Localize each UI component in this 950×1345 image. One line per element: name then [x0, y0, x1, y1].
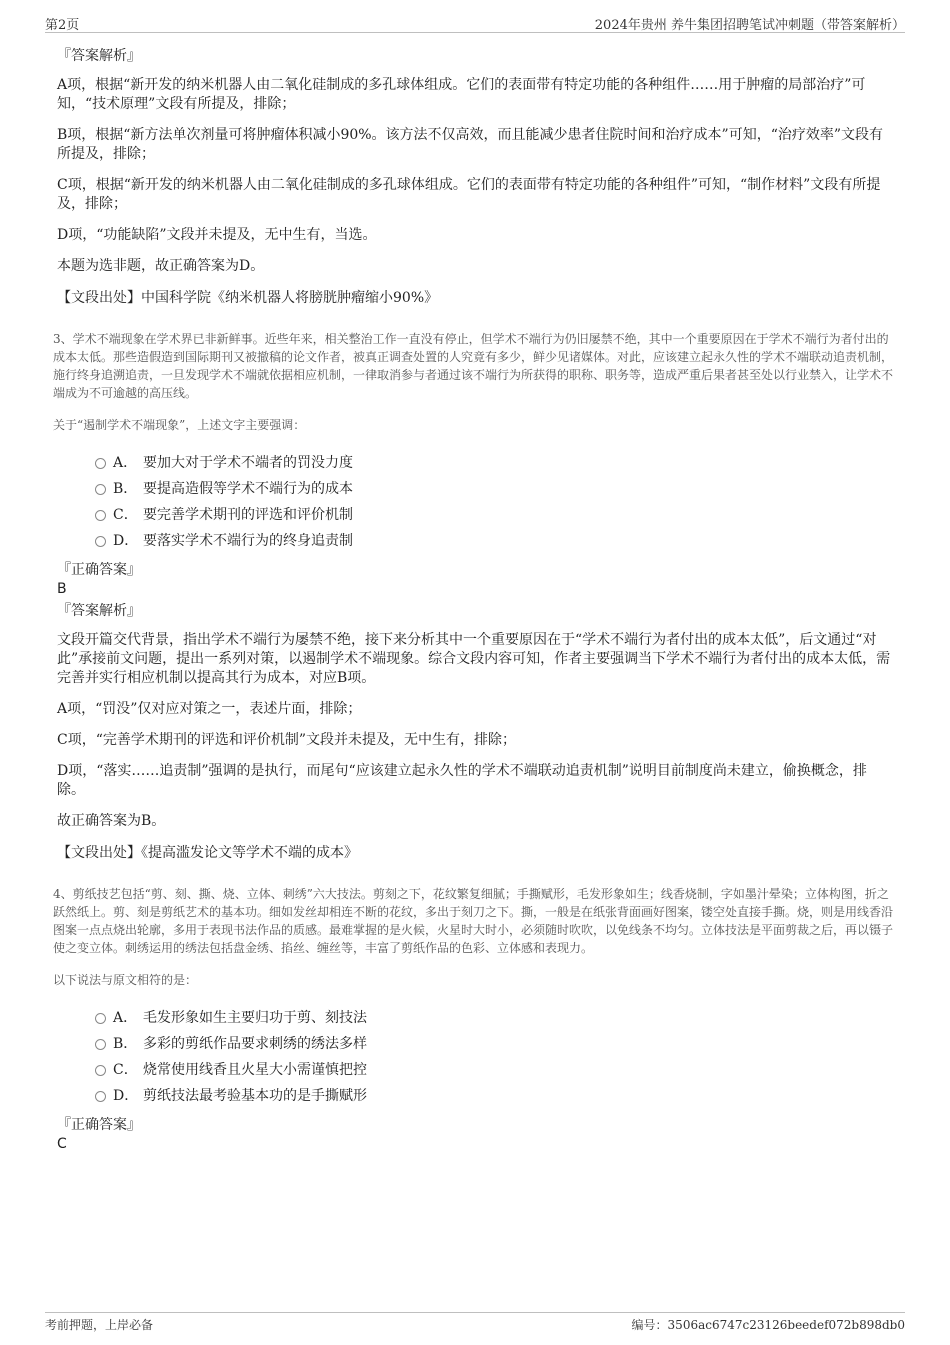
q4-answer: C	[57, 1136, 67, 1152]
q3-prompt: 关于“遏制学术不端现象”，上述文字主要强调：	[53, 418, 306, 432]
option-letter: D．	[113, 533, 139, 549]
radio-icon[interactable]	[95, 1065, 106, 1076]
q3-analysis-label: 『答案解析』	[57, 603, 141, 619]
option-text: 毛发形象如生主要归功于剪、刻技法	[143, 1010, 367, 1026]
option-letter: C．	[113, 507, 138, 523]
page-footer	[45, 1312, 905, 1333]
option-text: 要落实学术不端行为的终身追责制	[143, 533, 353, 549]
q2-analysis-label: 『答案解析』	[57, 48, 141, 64]
q4-answer-label: 『正确答案』	[57, 1117, 141, 1133]
radio-icon[interactable]	[95, 484, 106, 495]
page-header	[45, 14, 905, 33]
q2-analysis-paragraph: B项，根据“新方法单次剂量可将肿瘤体积减小90%。该方法不仅高效，而且能减少患者住院时间和治疗成本”可知，“治疗效率”文段有所提及，排除；	[57, 127, 884, 162]
q4-option-a[interactable]	[95, 1005, 893, 1031]
q4-question-text: 4、剪纸技艺包括“剪、刻、撕、烧、立体、刺绣”六大技法。剪刻之下，花纹繁复细腻；手撕赋形，毛发形象如生；线香烧制，字如墨汁晕染；立体构图，折之跃然纸上。剪、刻是剪纸艺术的基本功。细如发丝却相连不断的花纹，多出于刻刀之下。撕，一般是在纸张背面画好图案，镂空处直接手撕。烧，则是用线香沿图案一点点烧出轮廓，多用于表现书法作品的质感。最难掌握的是火候，火星时大时小，必须随时吹吹，以免线条不均匀。立体技法是平面剪裁之后，再以镊子使之变立体。刺绣运用的绣法包括盘金绣、掐丝、缠丝等，丰富了剪纸作品的色彩、立体感和表现力。	[53, 887, 894, 955]
radio-icon[interactable]	[95, 1013, 106, 1024]
q3-option-b[interactable]	[95, 476, 893, 502]
page-content	[53, 46, 894, 1156]
option-text: 剪纸技法最考验基本功的是手撕赋形	[143, 1088, 367, 1104]
option-letter: C．	[113, 1062, 138, 1078]
option-text: 要提高造假等学术不端行为的成本	[143, 481, 353, 497]
q2-analysis-paragraph: D项，“功能缺陷”文段并未提及，无中生有，当选。	[57, 227, 377, 243]
page-number: 第2页	[45, 18, 80, 33]
option-letter: B．	[113, 481, 138, 497]
q3-analysis-paragraph: 文段开篇交代背景，指出学术不端行为屡禁不绝，接下来分析其中一个重要原因在于“学术不端行为者付出的成本太低”，后文通过“对此”承接前文问题，提出一系列对策，以遏制学术不端现象。综合文段内容可知，作者主要强调当下学术不端行为者付出的成本太低，需完善并实行相应机制以提高其行为成本，对应B项。	[57, 632, 891, 686]
q4-option-b[interactable]	[95, 1031, 893, 1057]
q3-analysis-paragraph: C项，“完善学术期刊的评选和评价机制”文段并未提及，无中生有，排除；	[57, 732, 517, 748]
q3-source: 【文段出处】《提高滥发论文等学术不端的成本》	[57, 845, 358, 861]
option-text: 多彩的剪纸作品要求刺绣的绣法多样	[143, 1036, 367, 1052]
option-text: 要完善学术期刊的评选和评价机制	[143, 507, 353, 523]
option-letter: B．	[113, 1036, 138, 1052]
q4-option-d[interactable]	[95, 1083, 893, 1109]
q3-answer: B	[57, 581, 67, 597]
q3-question-text: 3、学术不端现象在学术界已非新鲜事。近些年来，相关整治工作一直没有停止，但学术不端行为仍旧屡禁不绝，其中一个重要原因在于学术不端行为者付出的成本太低。那些造假造到国际期刊又被撤稿的论文作者，被真正调查处置的人究竟有多少，鲜少见诸媒体。对此，应该建立起永久性的学术不端联动追责机制，施行终身追溯追责，一旦发现学术不端就依据相应机制，一律取消参与者通过该不端行为所获得的职称、职务等，造成严重后果者甚至处以行业禁入，让学术不端成为不可逾越的高压线。	[53, 332, 894, 400]
q4-prompt: 以下说法与原文相符的是：	[53, 973, 198, 987]
q2-analysis-paragraph: 本题为选非题，故正确答案为D。	[57, 258, 265, 274]
q3-option-c[interactable]	[95, 502, 893, 528]
q4-option-c[interactable]	[95, 1057, 893, 1083]
radio-icon[interactable]	[95, 458, 106, 469]
q2-source: 【文段出处】中国科学院《纳米机器人将膀胱肿瘤缩小90%》	[57, 290, 439, 306]
option-letter: D．	[113, 1088, 139, 1104]
radio-icon[interactable]	[95, 1039, 106, 1050]
option-letter: A．	[113, 1010, 138, 1026]
q3-option-d[interactable]	[95, 528, 893, 554]
q3-analysis-paragraph: D项，“落实……追责制”强调的是执行，而尾句“应该建立起永久性的学术不端联动追责机制”说明目前制度尚未建立，偷换概念，排除。	[57, 763, 867, 798]
q2-analysis-paragraph: A项，根据“新开发的纳米机器人由二氧化硅制成的多孔球体组成。它们的表面带有特定功能的各种组件……用于肿瘤的局部治疗”可知，“技术原理”文段有所提及，排除；	[57, 77, 866, 112]
document-title: 2024年贵州 养牛集团招聘笔试冲刺题（带答案解析）	[594, 18, 905, 33]
radio-icon[interactable]	[95, 536, 106, 547]
document-code: 编号：3506ac6747c23126beedef072b898db0	[631, 1318, 905, 1332]
q3-option-a[interactable]	[95, 450, 893, 476]
q3-analysis-paragraph: 故正确答案为B。	[57, 813, 166, 829]
footer-slogan: 考前押题，上岸必备	[45, 1318, 154, 1332]
q4-options	[95, 1005, 893, 1109]
option-text: 烧常使用线香且火星大小需谨慎把控	[143, 1062, 367, 1078]
option-text: 要加大对于学术不端者的罚没力度	[143, 455, 353, 471]
radio-icon[interactable]	[95, 1091, 106, 1102]
radio-icon[interactable]	[95, 510, 106, 521]
q3-analysis-paragraph: A项，“罚没”仅对应对策之一，表述片面，排除；	[57, 701, 362, 717]
q2-analysis-paragraph: C项，根据“新开发的纳米机器人由二氧化硅制成的多孔球体组成。它们的表面带有特定功能的各种组件”可知，“制作材料”文段有所提及，排除；	[57, 177, 881, 212]
q3-options	[95, 450, 893, 554]
q3-answer-label: 『正确答案』	[57, 562, 141, 578]
option-letter: A．	[113, 455, 138, 471]
